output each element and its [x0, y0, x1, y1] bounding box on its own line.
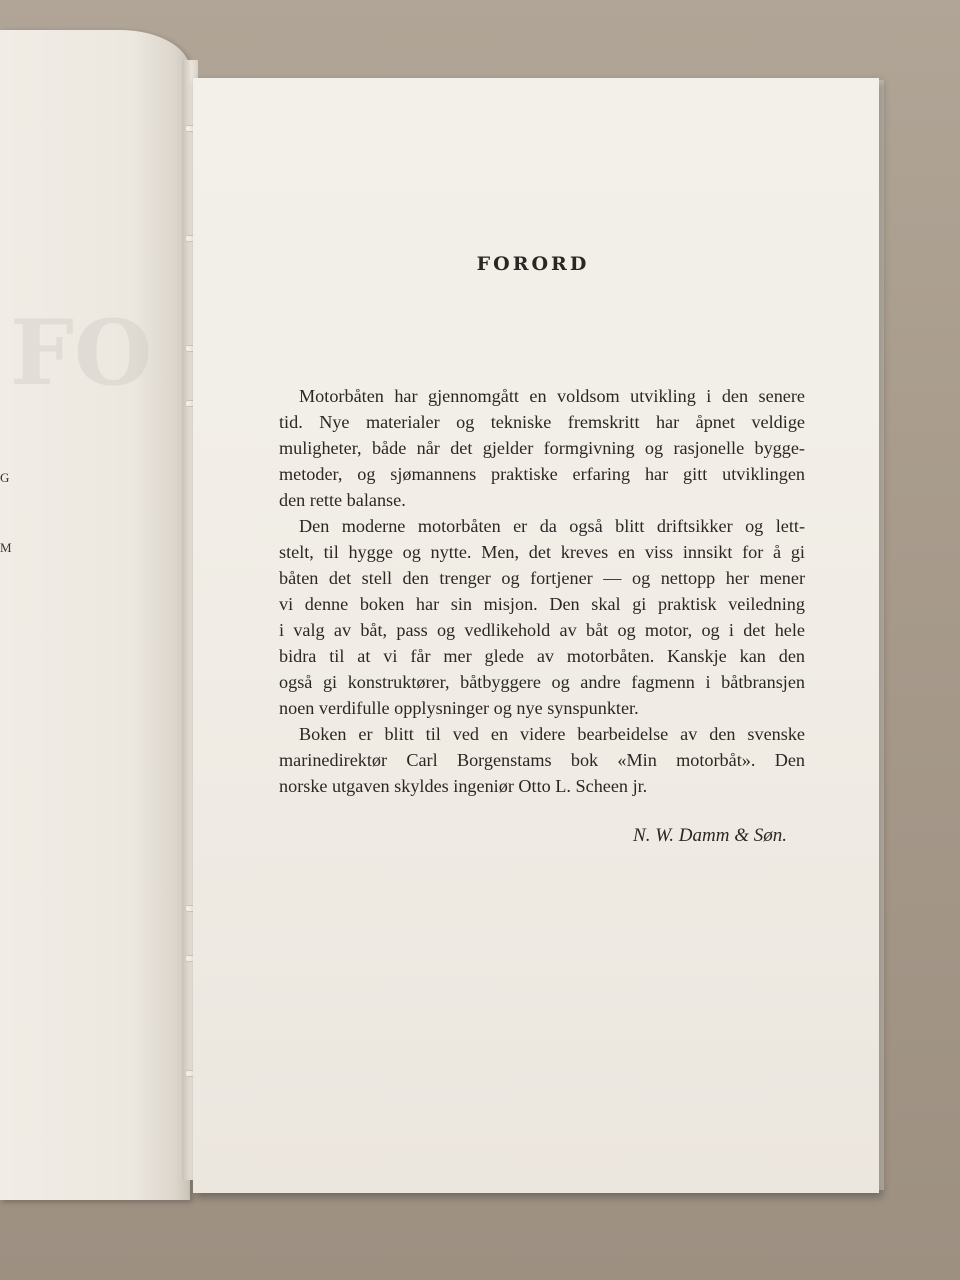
text-line: stelt, til hygge og nytte. Men, det kreves en viss innsikt for å gi — [279, 542, 805, 562]
text-line: marinedirektør Carl Borgenstams bok «Min motorbåt». Den — [279, 750, 805, 770]
text-line: båten det stell den trenger og fortjener — og nettopp her mener — [279, 568, 805, 588]
text-line: Boken er blitt til ved en videre bearbeidelse av den svenske — [299, 724, 805, 744]
text-line: vi denne boken har sin misjon. Den skal gi praktisk veiledning — [279, 594, 805, 614]
text-line: tid. Nye materialer og tekniske fremskritt har åpnet veldige — [279, 412, 805, 432]
text-line: Motorbåten har gjennomgått en voldsom utvikling i den senere — [299, 386, 805, 406]
text-line: den rette balanse. — [279, 490, 406, 510]
page-title: FORORD — [476, 253, 590, 275]
text-line: i valg av båt, pass og vedlikehold av båt og motor, og i det hele — [279, 620, 805, 640]
left-margin-letter: M — [0, 540, 12, 555]
text-line: metoder, og sjømannens praktiske erfaring har gitt utviklingen — [279, 464, 805, 484]
text-line: også gi konstruktører, båtbyggere og andre fagmenn i båtbransjen — [279, 672, 805, 692]
left-page-show-through-text: FO — [10, 300, 153, 406]
publisher-signature: N. W. Damm & Søn. — [633, 825, 787, 846]
right-page — [193, 78, 879, 1193]
left-margin-letter: G — [0, 470, 10, 485]
text-line: noen verdifulle opplysninger og nye synspunkter. — [279, 698, 639, 718]
left-page — [0, 30, 190, 1200]
text-line: Den moderne motorbåten er da også blitt driftsikker og lett- — [299, 516, 805, 536]
text-line: norske utgaven skyldes ingeniør Otto L. Scheen jr. — [279, 776, 648, 796]
foreword-text — [279, 383, 805, 799]
text-line: muligheter, både når det gjelder formgivning og rasjonelle bygge- — [279, 438, 805, 458]
text-line: bidra til at vi får mer glede av motorbåten. Kanskje kan den — [279, 646, 805, 666]
